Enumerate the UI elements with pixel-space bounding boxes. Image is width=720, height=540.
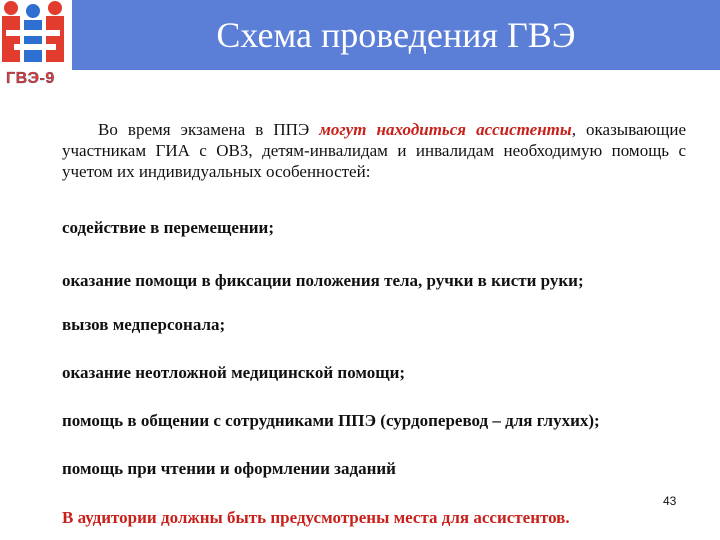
intro-text-start: Во время экзамена в ППЭ xyxy=(98,120,320,139)
slide-title: Схема проведения ГВЭ xyxy=(216,15,576,55)
list-item: содействие в перемещении; xyxy=(62,218,275,237)
footer-note: В аудитории должны быть предусмотрены места для ассистентов. xyxy=(62,508,570,527)
list-item: оказание помощи в фиксации положения тела, ручки в кисти руки; xyxy=(62,271,584,290)
list-item: помощь в общении с сотрудниками ППЭ (сурдоперевод – для глухих); xyxy=(62,411,600,430)
intro-highlight: могут находиться ассистенты xyxy=(319,120,572,139)
logo-label: ГВЭ-9 xyxy=(6,70,55,87)
intro-paragraph xyxy=(62,119,686,182)
list-item: помощь при чтении и оформлении заданий xyxy=(62,459,396,478)
intro-text-end: , оказывающие участникам ГИА с ОВЗ, детям-инвалидам и инвалидам необходимую помощь с учетом их индивидуальных особенностей: xyxy=(62,120,686,181)
list-item: оказание неотложной медицинской помощи; xyxy=(62,363,406,382)
list-item: вызов медперсонала; xyxy=(62,315,226,334)
page-number: 43 xyxy=(663,494,677,508)
